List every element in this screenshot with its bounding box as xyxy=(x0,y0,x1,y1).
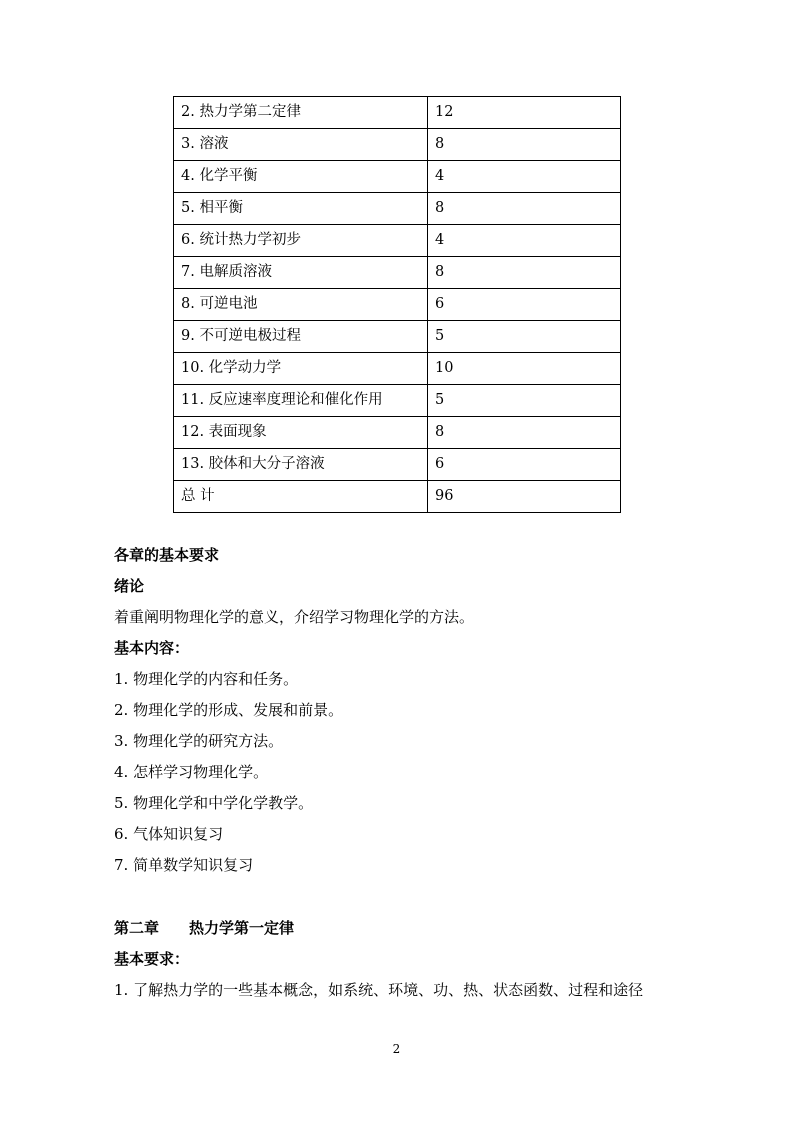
table-row xyxy=(174,161,621,193)
hours-cell: 8 xyxy=(428,417,621,449)
hours-cell: 6 xyxy=(428,289,621,321)
intro-text: 着重阐明物理化学的意义，介绍学习物理化学的方法。 xyxy=(114,608,475,626)
table-row xyxy=(174,225,621,257)
chapter-cell: 6. 统计热力学初步 xyxy=(174,225,428,257)
hours-cell: 6 xyxy=(428,449,621,481)
chapter-cell: 9. 不可逆电极过程 xyxy=(174,321,428,353)
hours-cell: 4 xyxy=(428,225,621,257)
table-row xyxy=(174,97,621,129)
hours-cell: 96 xyxy=(428,481,621,513)
content-heading: 基本内容： xyxy=(114,639,190,657)
intro-heading: 绪论 xyxy=(114,577,145,595)
requirements-section xyxy=(114,540,694,1006)
list-item: 3. 物理化学的研究方法。 xyxy=(114,732,284,750)
chapter-cell: 7. 电解质溶液 xyxy=(174,257,428,289)
chapter-cell: 5. 相平衡 xyxy=(174,193,428,225)
chapter-cell: 2. 热力学第二定律 xyxy=(174,97,428,129)
hours-cell: 8 xyxy=(428,129,621,161)
table-row xyxy=(174,193,621,225)
chapter-cell: 12. 表面现象 xyxy=(174,417,428,449)
hours-cell: 12 xyxy=(428,97,621,129)
hours-cell: 8 xyxy=(428,257,621,289)
hours-table xyxy=(173,96,621,513)
table-row xyxy=(174,449,621,481)
table-row xyxy=(174,129,621,161)
table-row xyxy=(174,353,621,385)
table-row xyxy=(174,257,621,289)
hours-cell: 10 xyxy=(428,353,621,385)
table-row xyxy=(174,321,621,353)
table-row xyxy=(174,417,621,449)
chapter-cell: 3. 溶液 xyxy=(174,129,428,161)
requirements-heading: 基本要求： xyxy=(114,950,190,968)
spacer xyxy=(114,881,694,913)
hours-cell: 4 xyxy=(428,161,621,193)
table-row xyxy=(174,289,621,321)
chapter-heading xyxy=(114,913,694,944)
requirement-item: 1. 了解热力学的一些基本概念，如系统、环境、功、热、状态函数、过程和途径 xyxy=(114,981,644,999)
list-item: 1. 物理化学的内容和任务。 xyxy=(114,670,299,688)
hours-cell: 5 xyxy=(428,385,621,417)
chapter-number: 第二章 xyxy=(114,919,160,937)
hours-cell: 5 xyxy=(428,321,621,353)
table-row xyxy=(174,481,621,513)
chapter-cell: 11. 反应速率度理论和催化作用 xyxy=(174,385,428,417)
content-list xyxy=(114,664,694,881)
chapter-cell: 10. 化学动力学 xyxy=(174,353,428,385)
section-heading: 各章的基本要求 xyxy=(114,546,220,564)
list-item: 7. 简单数学知识复习 xyxy=(114,856,254,874)
list-item: 4. 怎样学习物理化学。 xyxy=(114,763,269,781)
hours-cell: 8 xyxy=(428,193,621,225)
chapter-title: 热力学第一定律 xyxy=(189,919,295,937)
chapter-cell: 总 计 xyxy=(174,481,428,513)
list-item: 2. 物理化学的形成、发展和前景。 xyxy=(114,701,344,719)
list-item: 6. 气体知识复习 xyxy=(114,825,224,843)
table-row xyxy=(174,385,621,417)
page-number: 2 xyxy=(392,1042,401,1056)
chapter-cell: 8. 可逆电池 xyxy=(174,289,428,321)
chapter-cell: 4. 化学平衡 xyxy=(174,161,428,193)
list-item: 5. 物理化学和中学化学教学。 xyxy=(114,794,314,812)
chapter-cell: 13. 胶体和大分子溶液 xyxy=(174,449,428,481)
